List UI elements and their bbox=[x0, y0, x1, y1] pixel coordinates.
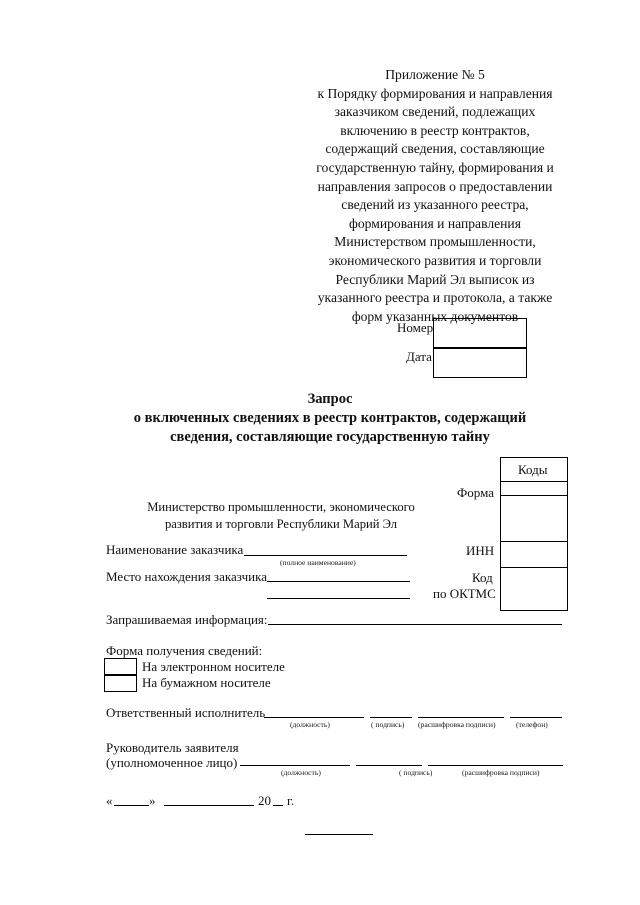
requested-info-label: Запрашиваемая информация: bbox=[106, 612, 268, 627]
executor-position-field[interactable] bbox=[264, 717, 364, 718]
inn-label: ИНН bbox=[466, 543, 495, 558]
codes-divider bbox=[500, 541, 567, 542]
appendix-line: содержащий сведения, составляющие bbox=[325, 141, 545, 157]
head-position-caption: (должность) bbox=[281, 768, 321, 777]
appendix-line: направления запросов о предоставлении bbox=[317, 178, 553, 194]
document-subtitle: сведения, составляющие государственную тайну bbox=[170, 429, 490, 445]
codes-divider bbox=[500, 495, 567, 496]
ministry-name bbox=[128, 499, 434, 533]
appendix-line: заказчиком сведений, подлежащих bbox=[334, 104, 536, 120]
codes-divider bbox=[500, 567, 567, 568]
number-label: Номер bbox=[397, 320, 434, 335]
date-label: Дата bbox=[406, 349, 432, 364]
requested-info-field[interactable] bbox=[268, 624, 562, 625]
executor-signature-field[interactable] bbox=[370, 717, 412, 718]
date-month-field[interactable] bbox=[164, 805, 254, 806]
date-year-field[interactable] bbox=[273, 805, 283, 806]
appendix-line: формирования и направления bbox=[349, 215, 521, 231]
electronic-media-label: На электронном носителе bbox=[142, 659, 285, 674]
executor-signature-caption: ( подпись) bbox=[371, 720, 405, 729]
appendix-line: указанного реестра и протокола, а также bbox=[317, 290, 553, 306]
date-open-quote: « bbox=[106, 793, 113, 808]
head-signature-decoding-field[interactable] bbox=[428, 765, 563, 766]
head-signature-caption: ( подпись) bbox=[399, 768, 433, 777]
appendix-title: Приложение № 5 bbox=[385, 67, 485, 82]
appendix-line: включению в реестр контрактов, bbox=[340, 122, 530, 138]
customer-location-field-2[interactable] bbox=[267, 598, 410, 599]
bottom-separator bbox=[305, 834, 373, 835]
appendix-line: к Порядку формирования и направления bbox=[317, 85, 553, 101]
codes-header: Коды bbox=[518, 462, 548, 477]
executor-phone-caption: (телефон) bbox=[516, 720, 548, 729]
executor-decoding-caption: (расшифровка подписи) bbox=[418, 720, 496, 729]
date-year-suffix: г. bbox=[287, 793, 295, 808]
receipt-form-label: Форма получения сведений: bbox=[106, 643, 263, 658]
head-label: Руководитель заявителя bbox=[106, 740, 239, 755]
executor-position-caption: (должность) bbox=[290, 720, 330, 729]
customer-name-label: Наименование заказчика bbox=[106, 542, 244, 557]
paper-media-label: На бумажном носителе bbox=[142, 675, 271, 690]
document-title: Запрос bbox=[307, 391, 353, 407]
appendix-line: государственную тайну, формирования и bbox=[316, 159, 554, 175]
customer-name-caption: (полное наименование) bbox=[280, 558, 356, 567]
executor-signature-decoding-field[interactable] bbox=[418, 717, 504, 718]
appendix-line: Министерством промышленности, bbox=[334, 234, 536, 250]
appendix-line: Республики Марий Эл выписок из bbox=[335, 271, 535, 287]
codes-divider bbox=[500, 481, 567, 482]
head-position-field[interactable] bbox=[240, 765, 350, 766]
oktmo-label: Код bbox=[472, 570, 493, 585]
head-label-authorized: (уполномоченное лицо) bbox=[106, 755, 238, 770]
document-subtitle: о включенных сведениях в реестр контрактов, содержащий bbox=[133, 410, 527, 426]
customer-location-field[interactable] bbox=[267, 581, 410, 582]
form-code-label: Форма bbox=[457, 485, 494, 500]
oktmo-label: по ОКТМС bbox=[433, 586, 496, 601]
customer-location-label: Место нахождения заказчика bbox=[106, 569, 267, 584]
head-signature-field[interactable] bbox=[356, 765, 422, 766]
number-field[interactable] bbox=[433, 318, 527, 349]
executor-phone-field[interactable] bbox=[510, 717, 562, 718]
date-field[interactable] bbox=[433, 347, 527, 378]
head-decoding-caption: (расшифровка подписи) bbox=[462, 768, 540, 777]
ministry-line: Министерство промышленности, экономического bbox=[147, 500, 415, 514]
appendix-header bbox=[290, 66, 580, 326]
appendix-line: форм указанных документов bbox=[351, 308, 519, 324]
ministry-line: развития и торговли Республики Марий Эл bbox=[164, 517, 398, 531]
executor-label: Ответственный исполнитель bbox=[106, 705, 266, 720]
customer-name-field[interactable] bbox=[244, 555, 407, 556]
date-year-prefix: 20 bbox=[258, 793, 271, 808]
paper-media-checkbox[interactable] bbox=[104, 674, 137, 692]
appendix-line: сведений из указанного реестра, bbox=[341, 197, 529, 213]
date-close-quote: » bbox=[149, 793, 156, 808]
date-day-field[interactable] bbox=[114, 805, 149, 806]
appendix-line: экономического развития и торговли bbox=[328, 252, 542, 268]
